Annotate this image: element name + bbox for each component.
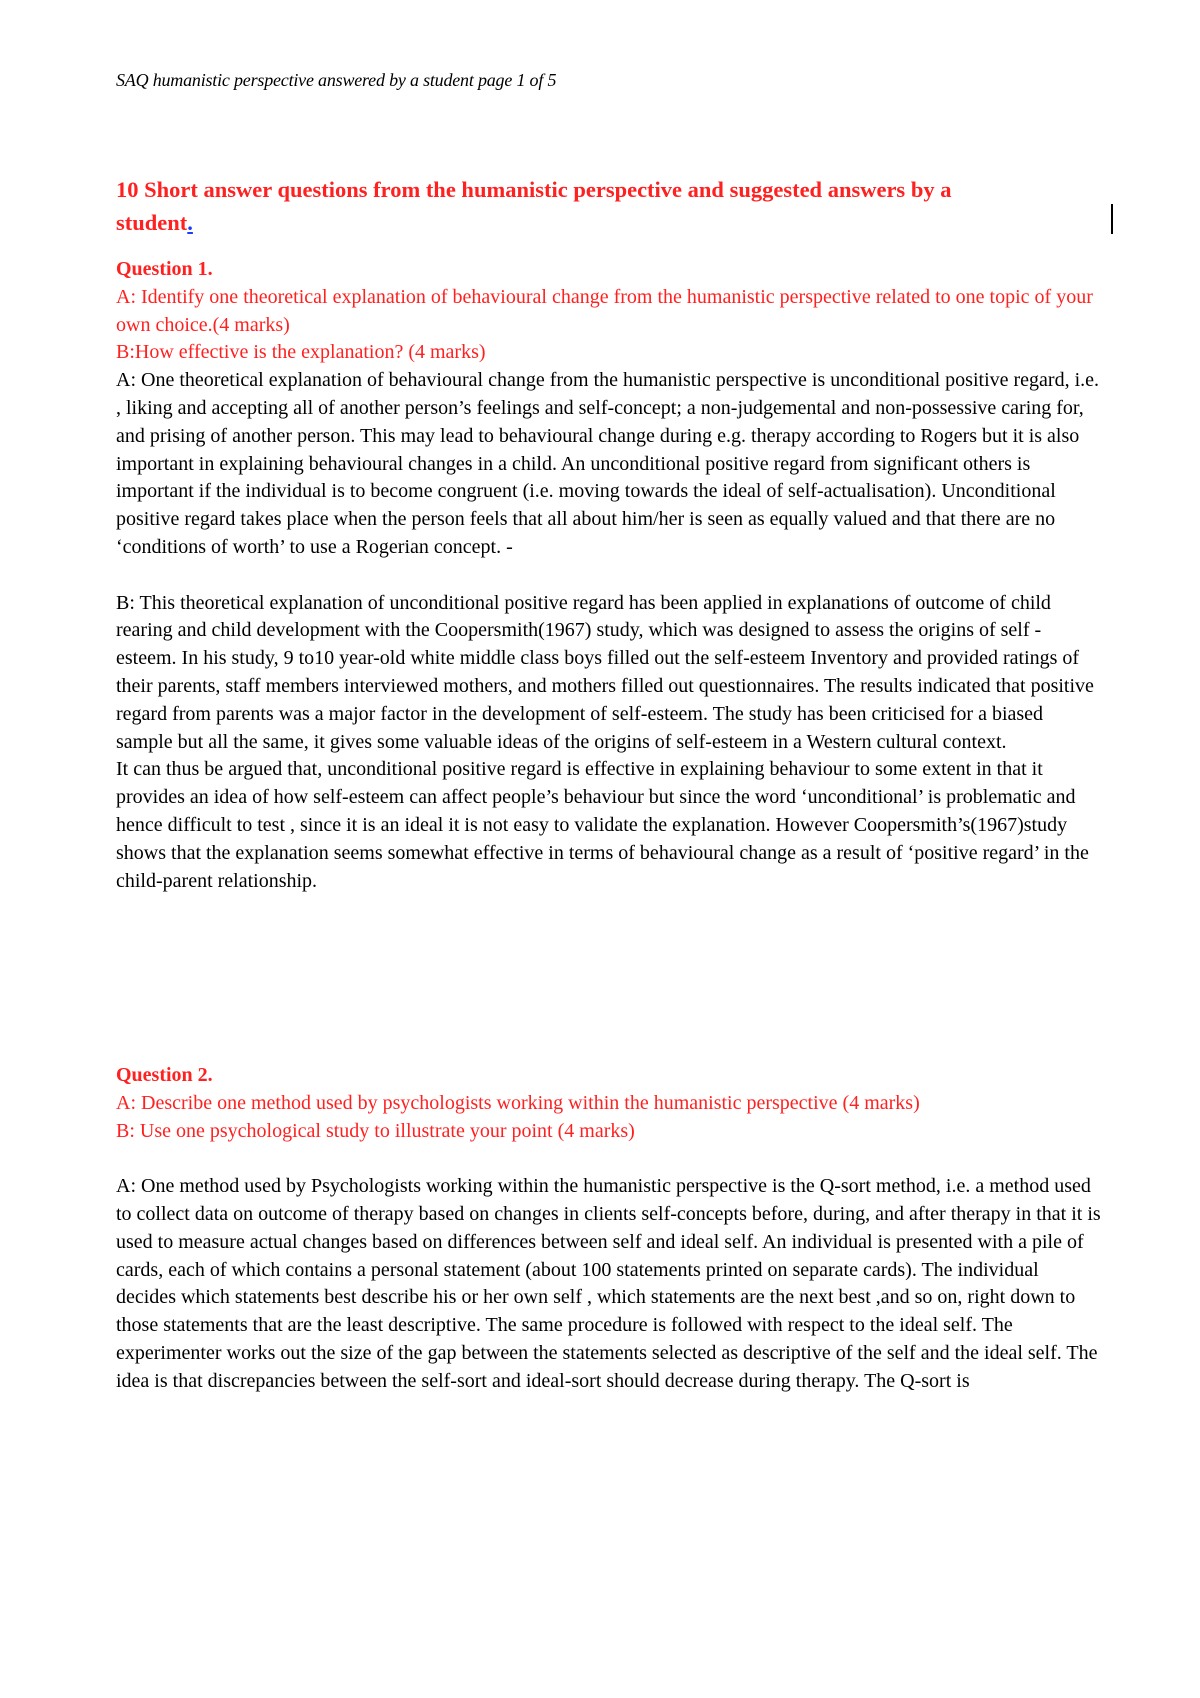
paragraph-gap bbox=[116, 1145, 1101, 1173]
question-2-section bbox=[116, 1062, 1101, 1396]
question-1-heading: Question 1. bbox=[116, 258, 213, 280]
question-1-section bbox=[116, 256, 1101, 895]
question-1-prompt-a: A: Identify one theoretical explanation of behavioural change from the humanistic perspective related to one topic of your own choice.(4 marks) bbox=[116, 285, 1093, 336]
question-1-answer-b-conclusion: It can thus be argued that, unconditional positive regard is effective in explaining behaviour to some extent in that it provides an idea of how self-esteem can affect people’s behaviour but since the word ‘unconditional’ is problematic and hence difficult to test , since it is an ideal it is not easy to validate the explanation. However Coopersmith’s(1967)study shows that the explanation seems somewhat effective in terms of behavioural change as a result of ‘positive regard’ in the child-parent relationship. bbox=[116, 758, 1089, 892]
document-title bbox=[116, 173, 1016, 239]
document-title-dot: . bbox=[187, 210, 193, 235]
document-title-text: 10 Short answer questions from the humanistic perspective and suggested answers by a student bbox=[116, 177, 952, 235]
question-2-heading: Question 2. bbox=[116, 1064, 213, 1086]
question-1-answer-a: A: One theoretical explanation of behavioural change from the humanistic perspective is unconditional positive regard, i.e. , liking and accepting all of another person’s feelings and self-concept; a non-judgemental and non-possessive caring for, and prising of another person. This may lead to behavioural change during e.g. therapy according to Rogers but it is also important in explaining behavioural changes in a child. An unconditional positive regard from significant others is important if the individual is to become congruent (i.e. moving towards the ideal of self-actualisation). Unconditional positive regard takes place when the person feels that all about him/her is seen as equally valued and that there are no ‘conditions of worth’ to use a Rogerian concept. - bbox=[116, 369, 1100, 558]
question-1-answer-b: B: This theoretical explanation of unconditional positive regard has been applied in explanations of outcome of child rearing and child development with the Coopersmith(1967) study, which was designed to assess the origins of self -esteem. In his study, 9 to10 year-old white middle class boys filled out the self-esteem Inventory and provided ratings of their parents, staff members interviewed mothers, and mothers filled out questionnaires. The results indicated that positive regard from parents was a major factor in the development of self-esteem. The study has been criticised for a biased sample but all the same, it gives some valuable ideas of the origins of self-esteem in a Western cultural context. bbox=[116, 591, 1094, 753]
text-cursor bbox=[1111, 204, 1113, 234]
question-2-prompt-a: A: Describe one method used by psychologists working within the humanistic perspective (4 marks) bbox=[116, 1091, 920, 1114]
question-2-answer-a: A: One method used by Psychologists working within the humanistic perspective is the Q-sort method, i.e. a method used to collect data on outcome of therapy based on changes in clients self-concepts before, during, and after therapy in that it is used to measure actual changes based on differences between self and ideal self. An individual is presented with a pile of cards, each of which contains a personal statement (about 100 statements printed on separate cards). The individual decides which statements best describe his or her own self , which statements are the next best ,and so on, right down to those statements that are the least descriptive. The same procedure is followed with respect to the ideal self. The experimenter works out the size of the gap between the statements selected as descriptive of the self and the ideal self. The idea is that discrepancies between the self-sort and ideal-sort should decrease during therapy. The Q-sort is bbox=[116, 1175, 1101, 1392]
running-header: SAQ humanistic perspective answered by a student page 1 of 5 bbox=[116, 70, 557, 90]
question-1-prompt-b: B:How effective is the explanation? (4 marks) bbox=[116, 341, 486, 364]
question-2-prompt-b: B: Use one psychological study to illustrate your point (4 marks) bbox=[116, 1119, 635, 1142]
paragraph-gap bbox=[116, 562, 1101, 590]
